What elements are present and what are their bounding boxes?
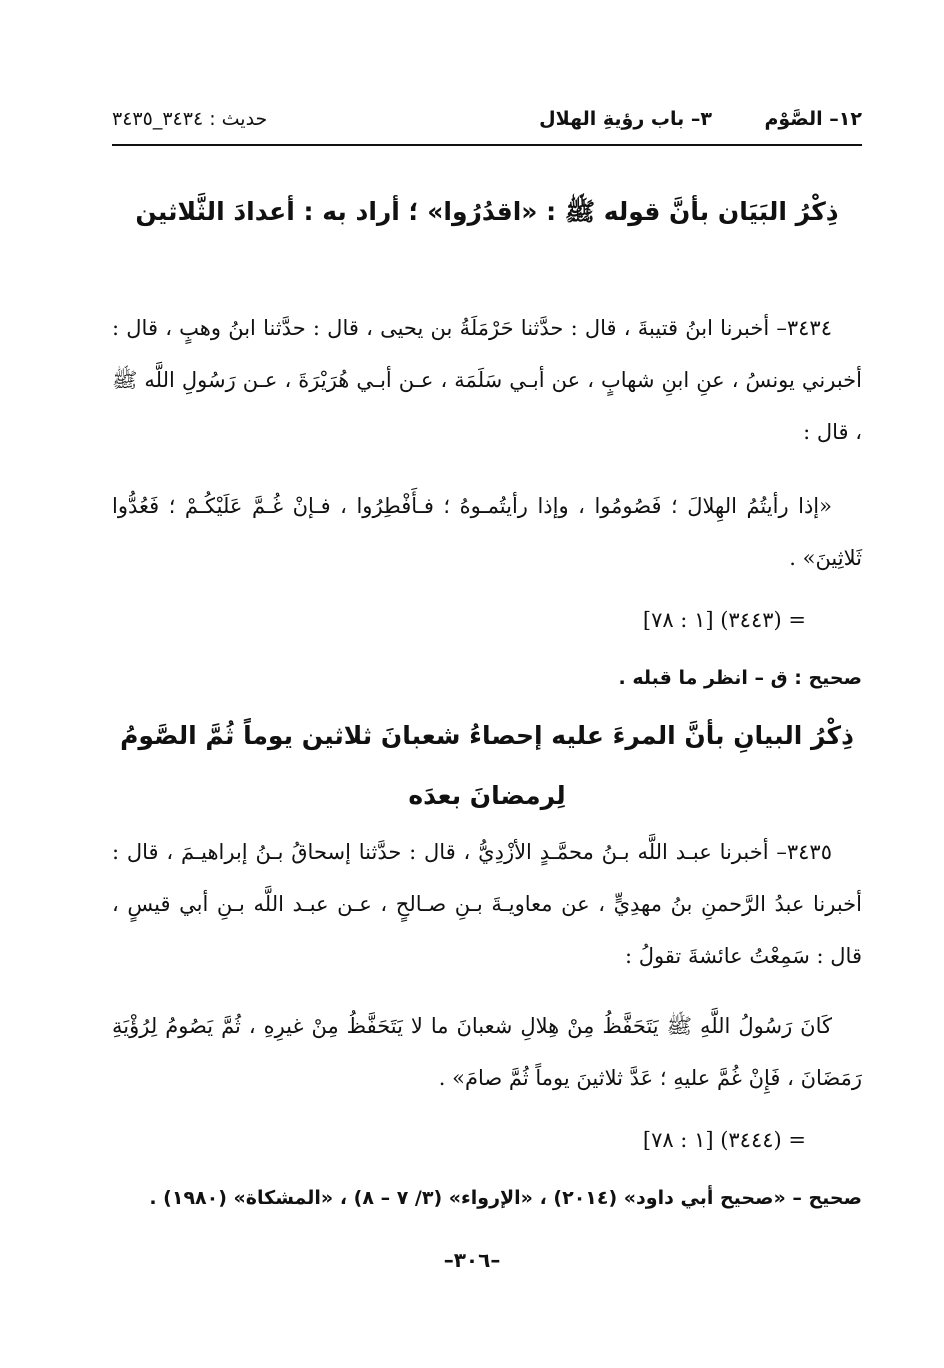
hadith-isnad: ٣٤٣٥– أخبرنا عبـد اللَّه بـنُ محمَّـدٍ الأزْدِيُّ ، قال : حدَّثنا إسحاقُ بـنُ إبراهيـمَ ، قال : أخبرنا عبدُ الرَّحمنِ بنُ مهدِيٍّ ، عن معاويـةَ بـنِ صـالحٍ ، عـن عبـد اللَّه بـنِ أبي قيسٍ ، قال : سَمِعْتُ عائشةَ تقولُ : [112, 840, 862, 968]
hadith-isnad: ٣٤٣٤– أخبرنا ابنُ قتيبةَ ، قال : حدَّثنا حَرْمَلَةُ بن يحيى ، قال : حدَّثنا ابنُ وهبٍ ، قال : أخبرني يونسُ ، عنِ ابنِ شهابٍ ، عن أبـي سَلَمَة ، عـن أبـي هُرَيْرَةَ ، عـن رَسُولِ اللَّه ﷺ ، قال : [112, 316, 862, 444]
hadith-grade: صحيح : ق – انظر ما قبله . [618, 667, 862, 689]
section-heading: ذِكْرُ البَيَان بأنَّ قوله ﷺ : «اقدُرُوا» ؛ أراد به : أعدادَ الثَّلاثين [135, 197, 839, 226]
hadith-matn: «إذا رأيتُمُ الهِلالَ ؛ فَصُومُوا ، وإذا رأيتُمـوهُ ؛ فـأَفْطِرُوا ، فـإنْ غُـمَّ عَلَيْكُـمْ ؛ فَعُدُّوا ثَلاثِينَ» . [112, 494, 862, 570]
running-header [112, 108, 862, 144]
hadith-grade: صحيح – «صحيح أبي داود» (٢٠١٤) ، «الإرواء» (٣/ ٧ – ٨) ، «المشكاة» (١٩٨٠) . [149, 1187, 862, 1209]
hadith-reference: = (٣٤٤٤) [١ : ٧٨] [642, 1128, 806, 1152]
header-divider [112, 144, 862, 146]
page-number: –٣٠٦– [443, 1248, 501, 1272]
hadith-reference: = (٣٤٤٣) [١ : ٧٨] [642, 608, 806, 632]
header-hadith-range: حديث : ٣٤٣٤_٣٤٣٥ [112, 108, 268, 130]
section-heading: ذِكْرُ البيانِ بأنَّ المرءَ عليه إحصاءُ شعبانَ ثلاثين يوماً ثُمَّ الصَّومُ لِرمضانَ بعدَه [120, 721, 854, 810]
header-book-title: ١٢– الصَّوْم [764, 108, 862, 130]
hadith-matn: كَانَ رَسُولُ اللَّهِ ﷺ يَتَحَفَّظُ مِنْ هِلالِ شعبانَ ما لا يَتَحَفَّظُ مِنْ غيرِهِ ، ثُمَّ يَصُومُ لِرُؤْيَةِ رَمَضَانَ ، فَإِنْ غُمَّ عليهِ ؛ عَدَّ ثلاثينَ يوماً ثُمَّ صامَ» . [112, 1014, 862, 1090]
header-chapter-title: ٣– باب رؤيةِ الهلال [539, 108, 712, 130]
